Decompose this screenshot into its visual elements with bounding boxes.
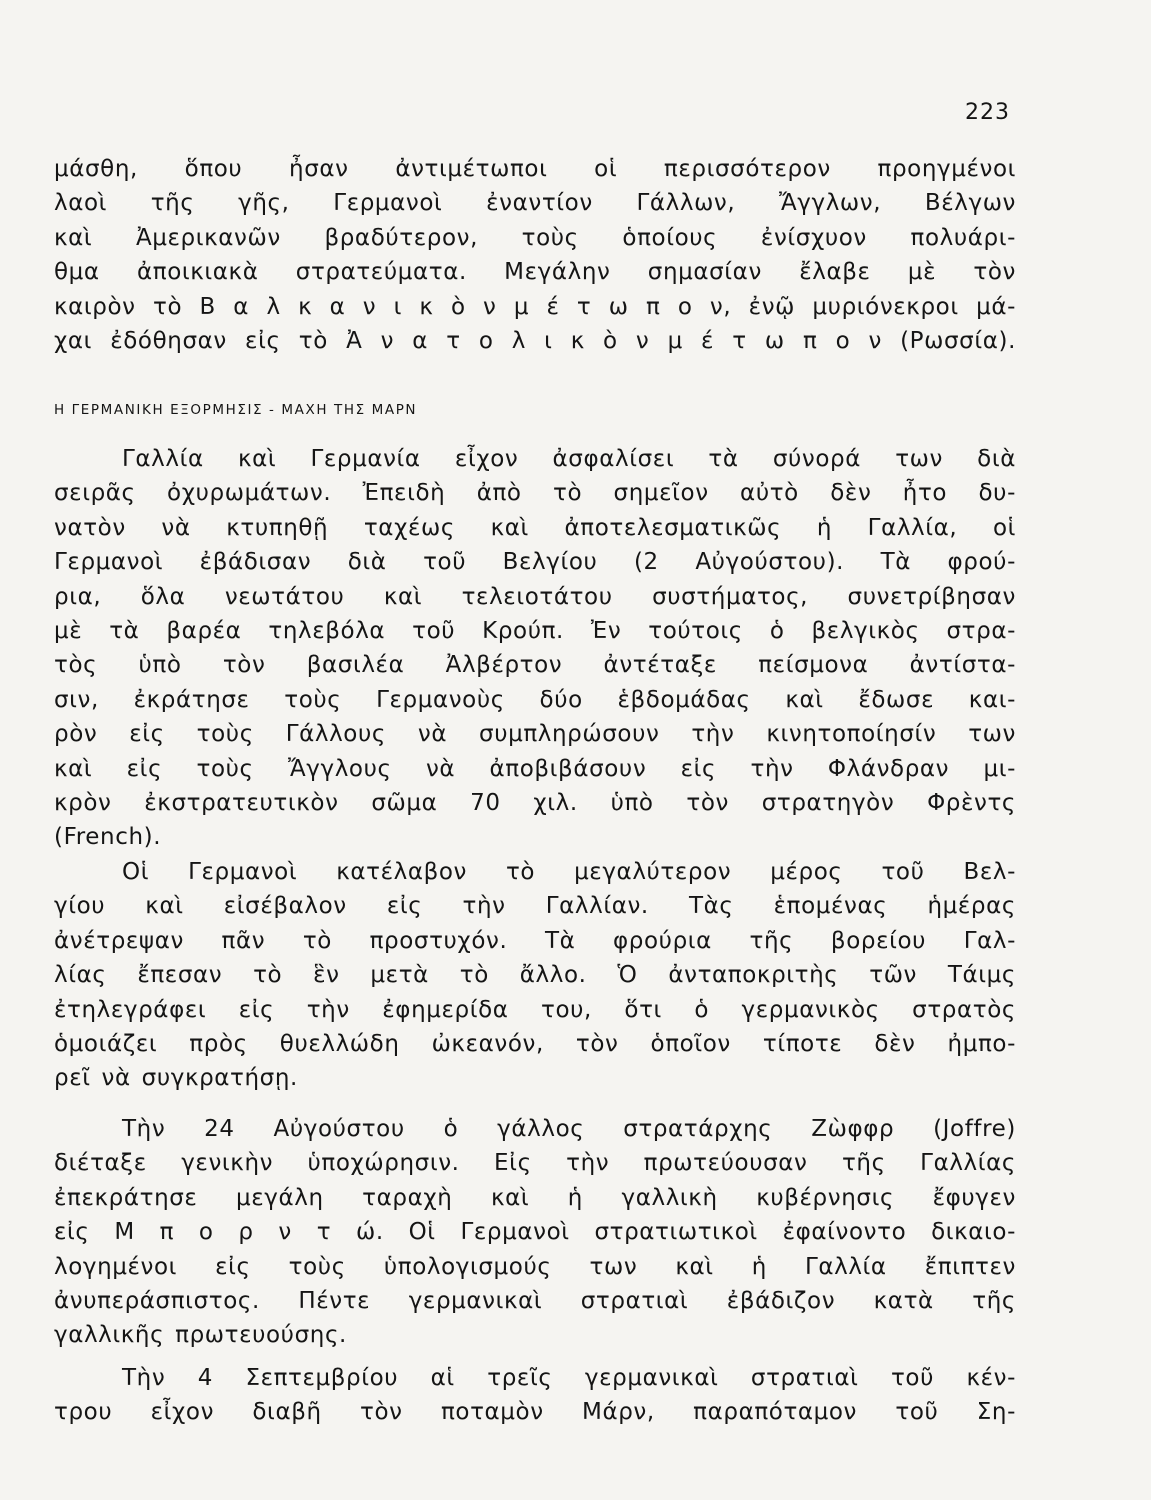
- text-line: καὶ εἰς τοὺς Ἄγγλους νὰ ἀποβιβάσουν εἰς τὴν Φλάνδραν μι-: [54, 755, 1016, 782]
- text-line: καὶ Ἀμερικανῶν βραδύτερον, τοὺς ὁποίους ἐνίσχυον πολυάρι-: [54, 224, 1016, 251]
- text-line: νατὸν νὰ κτυπηθῇ ταχέως καὶ ἀποτελεσματικῶς ἡ Γαλλία, οἱ: [54, 514, 1016, 541]
- text-line: κρὸν ἐκστρατευτικὸν σῶμα 70 χιλ. ὑπὸ τὸν στρατηγὸν Φρὲντς: [54, 789, 1016, 816]
- text-line: σειρᾶς ὀχυρωμάτων. Ἐπειδὴ ἀπὸ τὸ σημεῖον αὐτὸ δὲν ἦτο δυ-: [54, 480, 1016, 507]
- text-line: ρὸν εἰς τοὺς Γάλλους νὰ συμπληρώσουν τὴν κινητοποίησίν των: [54, 721, 1016, 748]
- text-line: θμα ἀποικιακὰ στρατεύματα. Μεγάλην σημασίαν ἔλαβε μὲ τὸν: [54, 259, 1016, 286]
- text-line: διέταξε γενικὴν ὑποχώρησιν. Εἰς τὴν πρωτεύουσαν τῆς Γαλλίας: [54, 1150, 1016, 1177]
- text-line: μάσθη, ὅπου ἦσαν ἀντιμέτωποι οἱ περισσότερον προηγμένοι: [54, 156, 1016, 182]
- text-line: γαλλικῆς πρωτευούσης.: [54, 1322, 347, 1349]
- text-line: Οἱ Γερμανοὶ κατέλαβον τὸ μεγαλύτερον μέρος τοῦ Βελ-: [122, 859, 1016, 885]
- paragraph-4: [54, 1112, 1016, 1353]
- text-line: ρεῖ νὰ συγκρατήσῃ.: [54, 1065, 298, 1092]
- text-line: καιρὸν τὸ Β α λ κ α ν ι κ ὸ ν μ έ τ ω π ο ν, ἐνῷ μυριόνεκροι μά-: [54, 293, 1016, 320]
- text-line: Τὴν 4 Σεπτεμβρίου αἱ τρεῖς γερμανικαὶ στρατιαὶ τοῦ κέν-: [122, 1365, 1016, 1391]
- text-line: γίου καὶ εἰσέβαλον εἰς τὴν Γαλλίαν. Τὰς ἑπομένας ἡμέρας: [54, 893, 1016, 920]
- text-line: ἀνυπεράσπιστος. Πέντε γερμανικαὶ στρατιαὶ ἐβάδιζον κατὰ τῆς: [54, 1287, 1016, 1314]
- text-line: λαοὶ τῆς γῆς, Γερμανοὶ ἐναντίον Γάλλων, Ἄγγλων, Βέλγων: [54, 190, 1016, 217]
- text-line: λογημένοι εἰς τοὺς ὑπολογισμούς των καὶ ἡ Γαλλία ἔπιπτεν: [54, 1253, 1016, 1280]
- text-line: τρου εἶχον διαβῆ τὸν ποταμὸν Μάρν, παραπόταμον τοῦ Ση-: [54, 1399, 1016, 1426]
- text-line: χαι ἐδόθησαν εἰς τὸ Ἀ ν α τ ο λ ι κ ὸ ν μ έ τ ω π ο ν (Ρωσσία).: [54, 327, 1016, 354]
- text-line: σιν, ἐκράτησε τοὺς Γερμανοὺς δύο ἑβδομάδας καὶ ἔδωσε και-: [54, 686, 1016, 713]
- text-line: Γερμανοὶ ἐβάδισαν διὰ τοῦ Βελγίου (2 Αὐγούστου). Τὰ φρού-: [54, 549, 1016, 576]
- text-line: (French).: [54, 824, 162, 851]
- text-line: ρια, ὅλα νεωτάτου καὶ τελειοτάτου συστήματος, συνετρίβησαν: [54, 583, 1016, 610]
- paragraph-2: [54, 442, 1016, 855]
- text-line: ἐπεκράτησε μεγάλη ταραχὴ καὶ ἡ γαλλικὴ κυβέρνησις ἔφυγεν: [54, 1184, 1016, 1211]
- text-line: λίας ἔπεσαν τὸ ἓν μετὰ τὸ ἄλλο. Ὁ ἀνταποκριτὴς τῶν Τάιμς: [54, 962, 1016, 989]
- paragraph-3: [54, 855, 1016, 1096]
- text-line: ὁμοιάζει πρὸς θυελλώδη ὠκεανόν, τὸν ὁποῖον τίποτε δὲν ἠμπο-: [54, 1030, 1016, 1057]
- section-heading: Η ΓΕΡΜΑΝΙΚΗ ΕΞΟΡΜΗΣΙΣ - ΜΑΧΗ ΤΗΣ ΜΑΡΝ: [54, 402, 418, 418]
- text-line: μὲ τὰ βαρέα τηλεβόλα τοῦ Κρούπ. Ἐν τούτοις ὁ βελγικὸς στρα-: [54, 617, 1016, 644]
- text-line: εἰς Μ π ο ρ ν τ ώ. Οἱ Γερμανοὶ στρατιωτικοὶ ἐφαίνοντο δικαιο-: [54, 1219, 1016, 1246]
- text-line: Γαλλία καὶ Γερμανία εἶχον ἀσφαλίσει τὰ σύνορά των διὰ: [122, 446, 1016, 472]
- paragraph-5: [54, 1361, 1016, 1430]
- page-number: 223: [965, 100, 1010, 125]
- text-line: ἐτηλεγράφει εἰς τὴν ἐφημερίδα του, ὅτι ὁ γερμανικὸς στρατὸς: [54, 996, 1016, 1023]
- text-line: Τὴν 24 Αὐγούστου ὁ γάλλος στρατάρχης Ζὼφφρ (Joffre): [122, 1116, 1016, 1142]
- paragraph-1: [54, 152, 1016, 358]
- text-line: τὸς ὑπὸ τὸν βασιλέα Ἀλβέρτον ἀντέταξε πείσμονα ἀντίστα-: [54, 652, 1016, 679]
- text-line: ἀνέτρεψαν πᾶν τὸ προστυχόν. Τὰ φρούρια τῆς βορείου Γαλ-: [54, 927, 1016, 954]
